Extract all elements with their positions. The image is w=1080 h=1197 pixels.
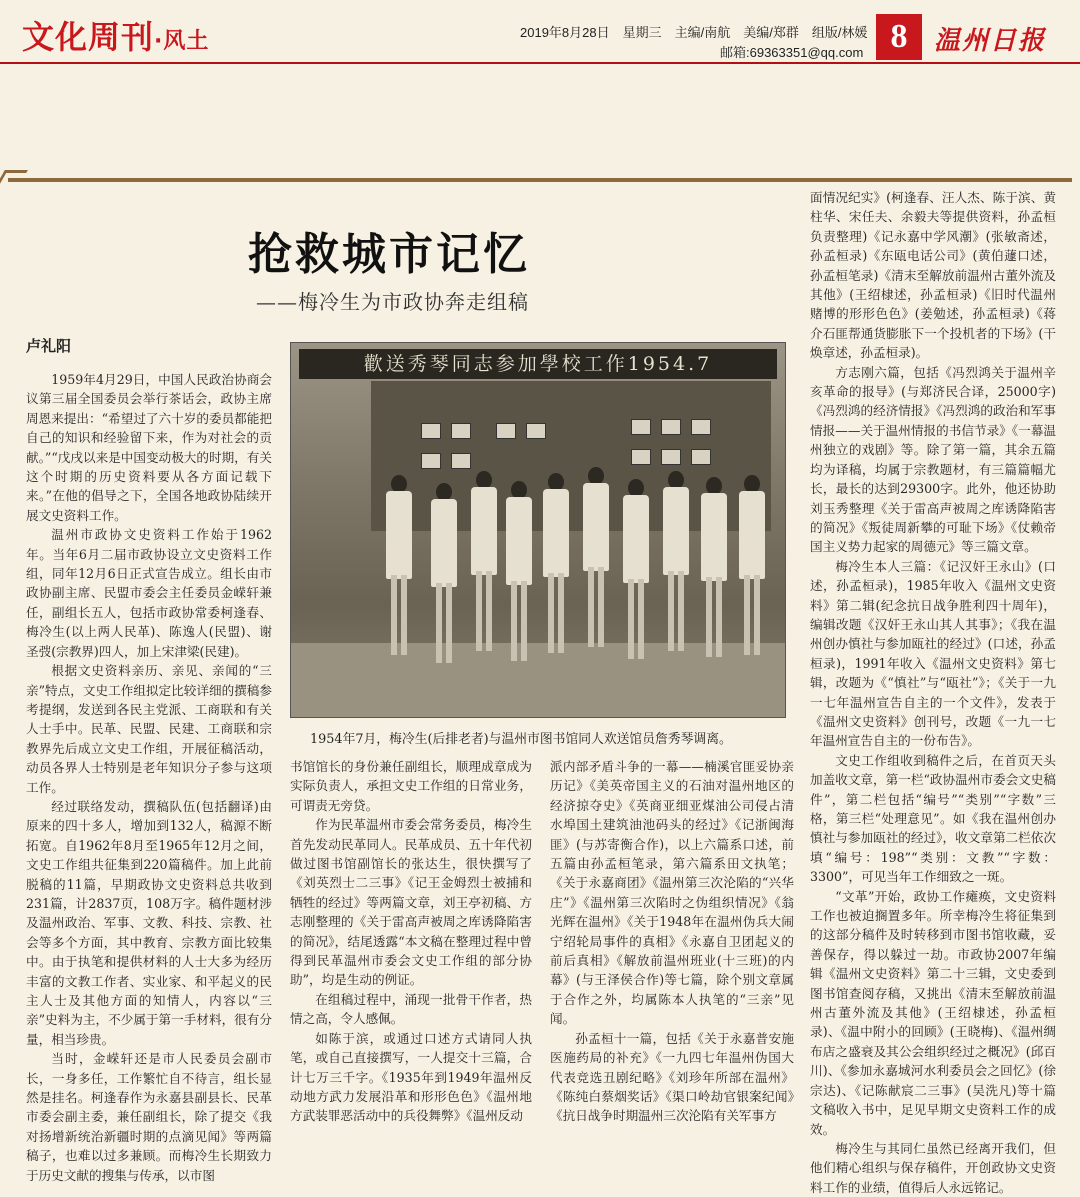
article-column-1 — [26, 370, 272, 1183]
article-headline: 抢救城市记忆 — [248, 229, 530, 280]
wall-frame — [661, 449, 681, 465]
email-address: 邮箱:69363351@qq.com — [720, 45, 864, 60]
issue-info: 2019年8月28日 星期三 主编/南航 美编/郑群 组版/林媛 — [520, 25, 868, 40]
paragraph: 根据文史资料亲历、亲见、亲闻的“三亲”特点，文史工作组拟定比较详细的撰稿参考提纲，发送到各民主党派、工商联和有关人士手中。民革、民盟、民建、工商联和宗教界先后成立文史工作组，开展征稿活动，动员各界人士特别是老年知识分子参与这项工作。 — [26, 663, 272, 795]
wall-frame — [691, 449, 711, 465]
paragraph: 作为民革温州市委会常务委员，梅冷生首先发动民革同人。民革成员、五十年代初做过图书馆副馆长的张达生，很快撰写了《刘英烈士二三事》《记王金姆烈士被捕和牺牲的经过》等两篇文章，刘王亭初稿、方志刚整理的《关于雷高声被周之库诱降陷害的简况》，结尾透露“本文稿在整理过程中曾得到民革温州市委会文史工作组的部分协助”，均是生动的例证。 — [290, 817, 532, 988]
paragraph: “文革”开始，政协工作瘫痪，文史资料工作也被迫搁置多年。所幸梅冷生将征集到的这部分稿件及时转移到市图书馆收藏，妥善保存，得以躲过一劫。市政协2007年编辑《温州文史资料》第二十三辑，文史委到图书馆查阅存稿，又挑出《清末至解放前温州古董外流及其他》(王绍棣述，孙孟桓录)、《温中附小的回顾》(王晓梅)、《温州绸布店之盛衰及其公会组织经过之概况》(邱百川)、《参加永嘉城河水利委员会之回忆》(徐宗达)、《记陈献宸二三事》(吴洗凡)等十篇文稿收入书中，足见早期文史资料工作的成效。 — [810, 888, 1056, 1137]
paragraph: 书馆馆长的身份兼任副组长，顺理成章成为实际负责人，承担文史工作组的日常业务，可谓责无旁贷。 — [290, 759, 532, 813]
wall-frame — [451, 423, 471, 439]
paragraph: 温州市政协文史资料工作始于1962年。当年6月二届市政协设立文史资料工作组，同年12月6日正式宣告成立。组长由市政协副主席、民盟市委会主任委员金嵘轩兼任，副组长五人，包括市政协常委柯逢春、梅冷生(以上两人民革)、陈逸人(民盟)、谢圣弢(宗教界)四人，加上宋津梁(民建)。 — [26, 527, 272, 659]
page-number: 8 — [876, 14, 922, 60]
article-column-3 — [550, 757, 794, 1124]
header-rule — [0, 62, 1080, 64]
paragraph: 经过联络发动，撰稿队伍(包括翻译)由原来的四十多人，增加到132人，稿源不断拓宽。自1962年8月至1965年12月之间，文史工作组共征集到220篇稿件。加上此前脱稿的11篇，早期政协文史资料总共收到231篇，计2837页，108万字。稿件题材涉及温州政治、军事、文教、科技、宗教、社会等多个方面，其中教育、宗教方面比较集中。由于执笔和提供材料的人士大多为经历丰富的文教工作者、实业家、和平起义的民主人士及其他方面的知情人，内容以“三亲”史料为主，不少属于第一手材料，很有分量，相当珍贵。 — [26, 798, 272, 1047]
paragraph: 1959年4月29日，中国人民政治协商会议第三届全国委员会举行茶话会，政协主席周恩来提出：“希望过了六十岁的委员都能把自己的知识和经验留下来，作为对社会的贡献。”“戊戌以来是中国变动极大的时期，有关这个时期的历史资料要从各方面记载下来。”在他的倡导之下，全国各地政协陆续开展文史资料工作。 — [26, 372, 272, 523]
photo-caption: 1954年7月，梅冷生(后排老者)与温州市图书馆同人欢送馆员詹秀琴调离。 — [310, 732, 732, 747]
wall-frame — [661, 419, 681, 435]
article-author: 卢礼阳 — [26, 337, 72, 355]
paragraph: 方志刚六篇，包括《冯烈鸿关于温州辛亥革命的报导》(与郑济民合译，25000字)《冯烈鸿的经济情报》《冯烈鸿的政治和军事情报——关于温州情报的书信节录》《一幕温州独立的戏剧》等。除了第一篇，其余五篇均为译稿，均属于宗教题材，有三篇篇幅尤长，最长的达到29300字。此外，他还协助刘玉秀整理《关于雷高声被周之库诱降陷害的简况》《叛徒周新攀的可耻下场》《仗赖帝国主义势力起家的周德元》等三篇文章。 — [810, 364, 1056, 555]
article-column-4 — [810, 188, 1056, 1195]
paragraph: 孙孟桓十一篇，包括《关于永嘉普安施医施药局的补充》《一九四七年温州伪国大代表竞选丑剧纪略》《刘珍年所部在温州》《陈纯白蔡烟奖话》《渠口岭劫官银案纪闻》《抗日战争时期温州三次沦陷有关军事方 — [550, 1030, 794, 1124]
photo-banner: 歡送秀琴同志参加學校工作1954.7 — [299, 349, 777, 379]
section-name: 文化周刊 — [22, 18, 155, 56]
paragraph: 当时，金嵘轩还是市人民委员会副市长，一身多任，工作繁忙自不待言，组长显然是挂名。柯逢春作为永嘉县副县长、民革市委会副主委，兼任副组长，除了提交《我对扬增新统治新疆时期的点滴见闻》等两篇稿子，也难以过多兼顾。而梅冷生长期致力于历史文献的搜集与传承，以市图 — [26, 1051, 272, 1183]
paragraph: 在组稿过程中，涌现一批骨干作者，热情之高，令人感佩。 — [290, 991, 532, 1027]
wall-frame — [451, 453, 471, 469]
wall-frame — [421, 423, 441, 439]
historic-photo — [290, 342, 786, 718]
ornament-rule — [8, 178, 1072, 182]
wall-frame — [421, 453, 441, 469]
paragraph: 梅冷生与其同仁虽然已经离开我们，但他们精心组织与保存稿件，开创政协文史资料工作的业绩，值得后人永远铭记。 — [810, 1140, 1056, 1195]
paragraph: 文史工作组收到稿件之后，在首页天头加盖收文章，第一栏“政协温州市委会文史稿件”，第二栏包括“编号”“类别”“字数”三格，第三栏“处理意见”。如《我在温州创办慎社与参加瓯社的经过》，收文章第二栏依次填“编号：198”“类别：文教”“字数：3300”，可见当年工作细致之一斑。 — [810, 752, 1056, 885]
wall-frame — [691, 419, 711, 435]
paragraph: 梅冷生本人三篇：《记汉奸王永山》(口述，孙孟桓录)，1985年收入《温州文史资料》第二辑(纪念抗日战争胜利四十周年)，编辑改题《汉奸王永山其人其事》；《我在温州创办慎社与参加瓯社的经过》(口述，孙孟桓录)，1991年收入《温州文史资料》第七辑，改题为《“慎社”与“瓯社”》；《关于一九一七年温州宣告自主的一个文件》，发表于《温州文史资料》创刊号，改题《一九一七年温州宣告自主的一份布告》。 — [810, 558, 1056, 749]
wall-frame — [496, 423, 516, 439]
paper-logo: 温州日报 — [934, 26, 1047, 56]
article-column-2 — [290, 757, 532, 1124]
section-subtitle: ·风土 — [154, 29, 210, 54]
article-subheadline: ——梅冷生为市政协奔走组稿 — [256, 290, 529, 314]
wall-frame — [631, 449, 651, 465]
wall-frame — [631, 419, 651, 435]
paragraph: 如陈于滨，或通过口述方式请同人执笔，或自己直接撰写，一人提交十三篇，合计七万三千字。《1935年到1949年温州反动地方武力发展沿革和形形色色》《温州地方武装罪恶活动中的兵役舞弊》《温州反动 — [290, 1030, 532, 1124]
section-title — [22, 12, 209, 58]
paragraph: 面情况纪实》(柯逢春、汪人杰、陈于滨、黄柱华、宋任夫、余毅夫等提供资料，孙孟桓负责整理)《记永嘉中学风潮》(张敏斋述，孙孟桓录)《东瓯电话公司》(黄伯蘧口述，孙孟桓笔录)《清末至解放前温州古董外流及其他》(王绍棣述，孙孟桓录)《旧时代温州赌博的形形色色》(姜勉述，孙孟桓录)《蒋介石匪帮通货膨胀下一个投机者的下场》(干焕章述，孙孟桓录)。 — [810, 190, 1056, 361]
paragraph: 派内部矛盾斗争的一幕——楠溪官匪妥协亲历记》《美英帝国主义的石油对温州地区的经济掠夺史》《英商亚细亚煤油公司侵占清水埠国土建筑油池码头的经过》《记浙闽海匪》(与苏寄衡合作)，以上六篇系口述，前五篇由孙孟桓笔录，第六篇系田文执笔；《关于永嘉商团》《温州第三次沦陷的“兴华庄”》《温州第三次陷时之伪组织情况》《翁光辉在温州》《关于1948年在温州伪兵大闹宁绍轮局事件的真相》《永嘉自卫团起义的前后真相》《解放前温州班业(十三班)的内幕》(与王泽侯合作)等七篇，除个别文章属于合作之外，均属陈本人执笔的“三亲”见闻。 — [550, 759, 794, 1027]
wall-frame — [526, 423, 546, 439]
